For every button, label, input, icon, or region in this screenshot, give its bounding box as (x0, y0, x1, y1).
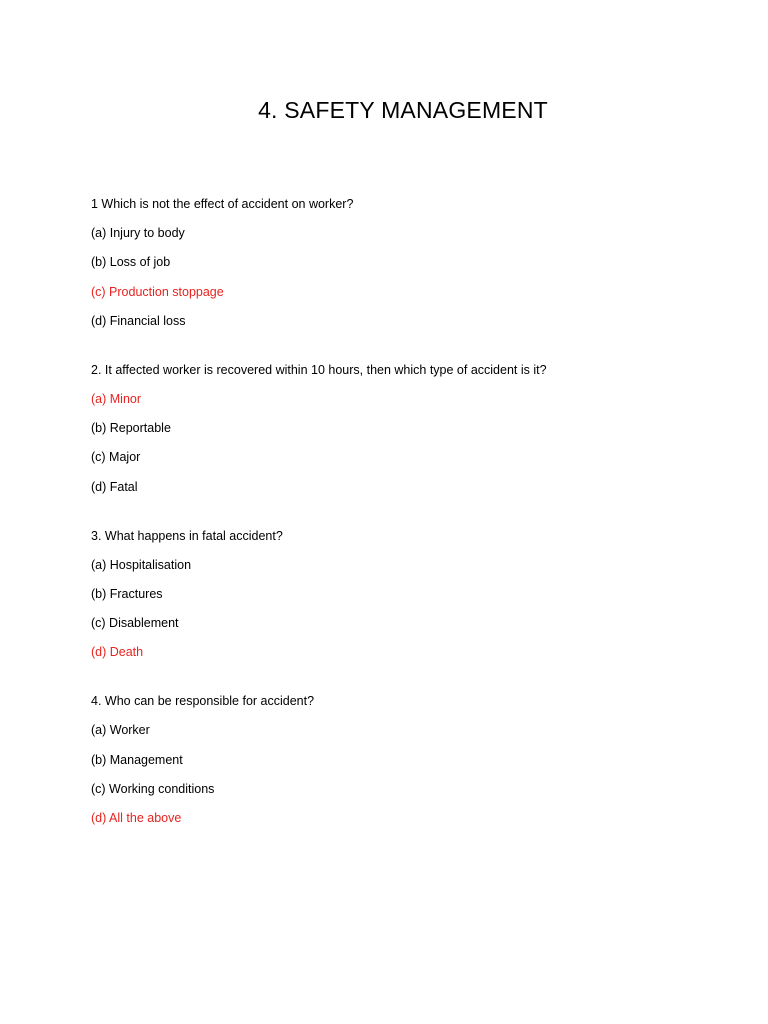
question-list (91, 194, 751, 857)
question-text: 2. It affected worker is recovered within 10 hours, then which type of accident is it? (91, 362, 547, 377)
correct-answer-option: (d) All the above (91, 811, 182, 825)
correct-answer-option: (d) Death (91, 645, 144, 660)
answer-option: (a) Injury to body (91, 226, 185, 241)
answer-option: (c) Major (91, 450, 141, 465)
question-block (91, 360, 751, 497)
question-block (91, 194, 751, 331)
answer-option: (b) Management (91, 752, 183, 767)
answer-option: (d) Fatal (91, 479, 138, 494)
answer-option: (a) Worker (91, 723, 150, 738)
answer-option: (b) Reportable (91, 421, 171, 436)
answer-option: (a) Hospitalisation (91, 557, 192, 572)
answer-option: (d) Financial loss (91, 313, 186, 328)
question-block (91, 691, 751, 828)
question-text: 3. What happens in fatal accident? (91, 528, 283, 543)
answer-option: (c) Disablement (91, 616, 179, 631)
page-title: 4. SAFETY MANAGEMENT (258, 97, 548, 123)
correct-answer-option: (c) Production stoppage (91, 284, 224, 299)
answer-option: (c) Working conditions (91, 781, 215, 796)
question-block (91, 526, 751, 663)
correct-answer-option: (a) Minor (91, 391, 142, 406)
answer-option: (b) Fractures (91, 586, 163, 601)
question-text: 1 Which is not the effect of accident on worker? (91, 197, 354, 211)
answer-option: (b) Loss of job (91, 255, 171, 270)
question-text: 4. Who can be responsible for accident? (91, 694, 315, 709)
